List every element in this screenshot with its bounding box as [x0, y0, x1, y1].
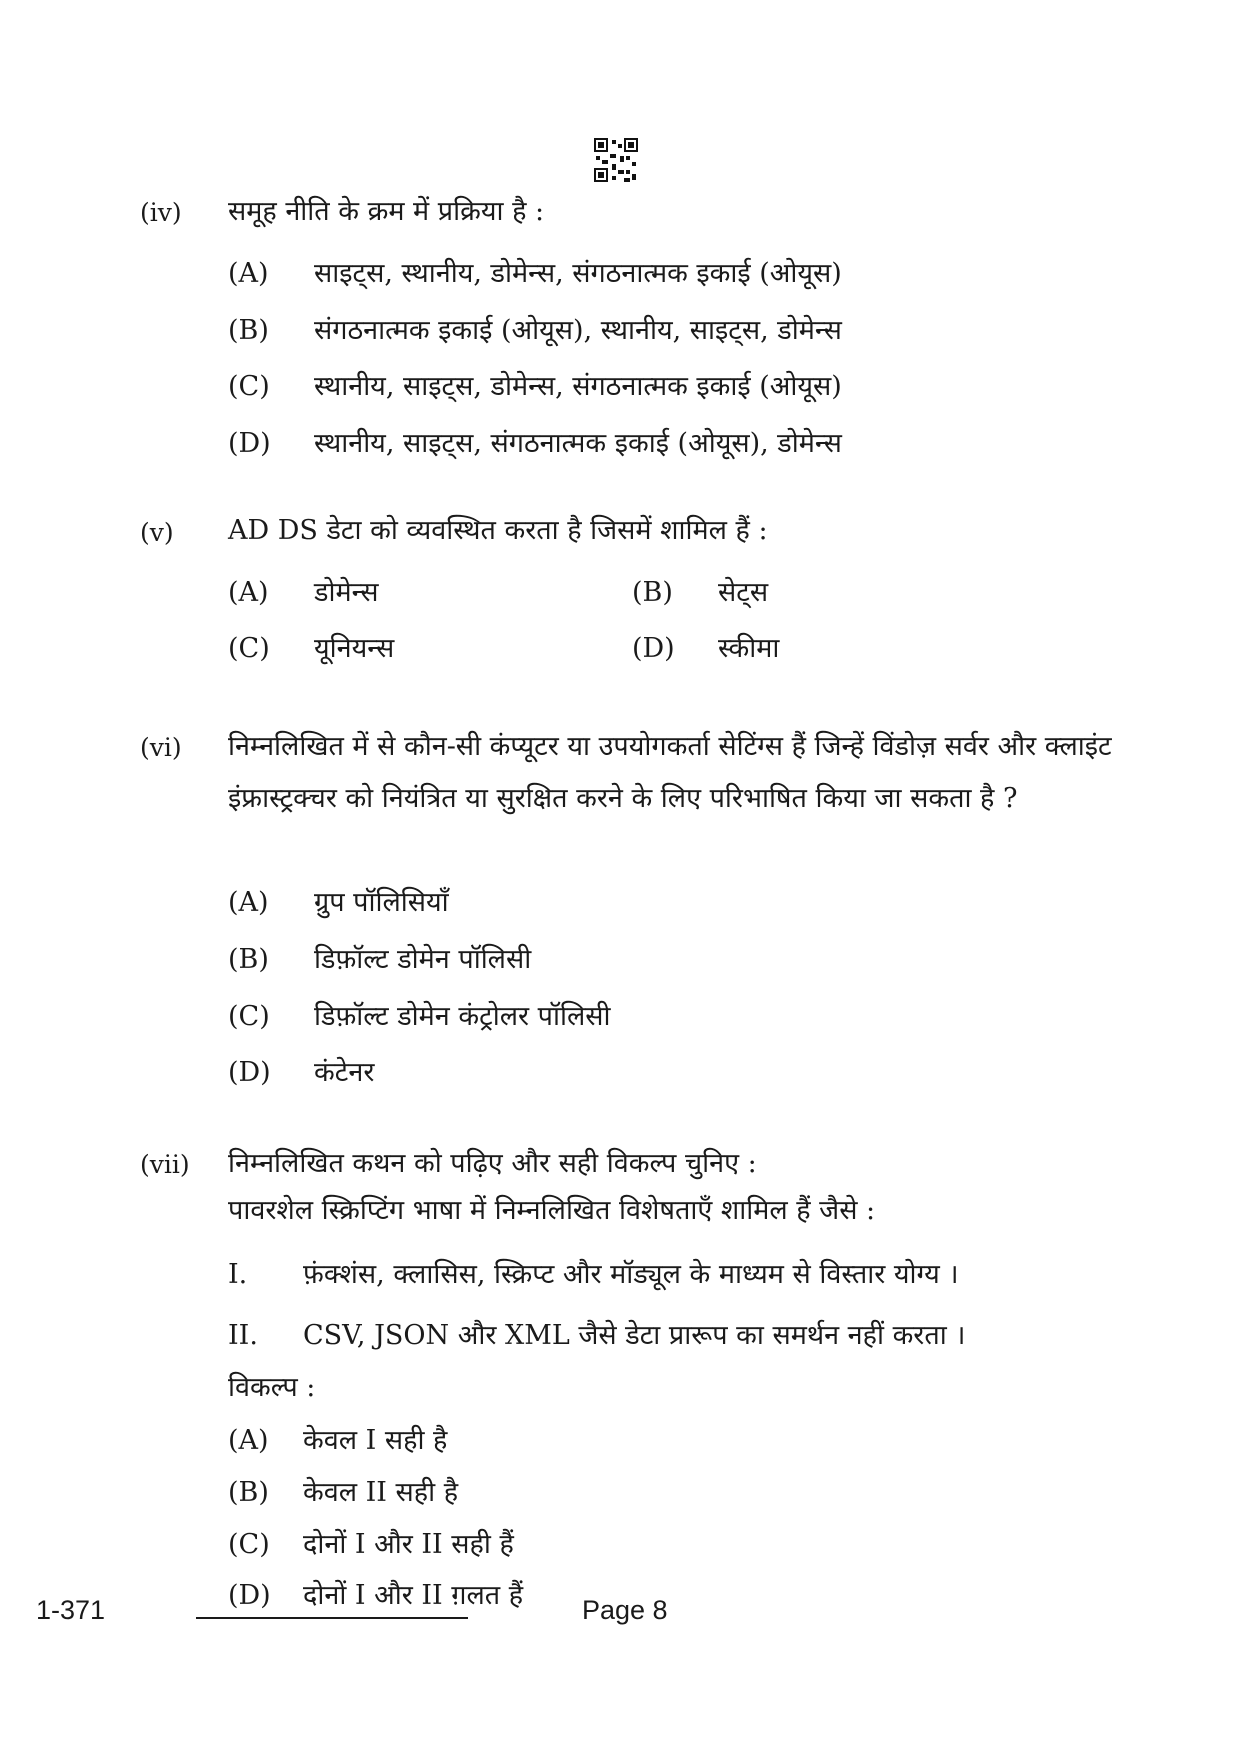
- option-c: (C) यूनियन्स: [228, 633, 395, 664]
- option-a: (A) साइट्स, स्थानीय, डोमेन्स, संगठनात्मक इकाई (ओयूस): [228, 258, 842, 289]
- option-b: (B) डिफ़ॉल्ट डोमेन पॉलिसी: [228, 944, 532, 975]
- question-text: निम्नलिखित कथन को पढ़िए और सही विकल्प चुनिए :: [228, 1148, 757, 1179]
- statement-1: I. फ़ंक्शंस, क्लासिस, स्क्रिप्ट और मॉड्यूल के माध्यम से विस्तार योग्य ।: [228, 1259, 959, 1290]
- option-b: (B) संगठनात्मक इकाई (ओयूस), स्थानीय, साइट्स, डोमेन्स: [228, 315, 842, 346]
- question-number: (vii): [140, 1150, 190, 1179]
- statement-2: II. CSV, JSON और XML जैसे डेटा प्रारूप का समर्थन नहीं करता ।: [228, 1320, 966, 1351]
- question-subtext: पावरशेल स्क्रिप्टिंग भाषा में निम्नलिखित विशेषताएँ शामिल हैं जैसे :: [228, 1195, 876, 1226]
- option-d: (D) कंटेनर: [228, 1057, 375, 1088]
- paper-code: 1-371: [36, 1595, 106, 1625]
- choices-label: विकल्प :: [228, 1372, 316, 1403]
- question-text: AD DS डेटा को व्यवस्थित करता है जिसमें शामिल हैं :: [228, 515, 768, 546]
- question-number: (v): [140, 518, 174, 547]
- option-c: (C) स्थानीय, साइट्स, डोमेन्स, संगठनात्मक इकाई (ओयूस): [228, 371, 842, 402]
- option-a: (A) ग्रुप पॉलिसियाँ: [228, 887, 449, 918]
- option-b: (B) केवल II सही है: [228, 1477, 459, 1508]
- option-d: (D) स्थानीय, साइट्स, संगठनात्मक इकाई (ओयूस), डोमेन्स: [228, 428, 842, 459]
- question-number: (vi): [140, 733, 182, 762]
- footer-divider: [196, 1617, 468, 1619]
- option-d: (D) स्कीमा: [632, 633, 780, 664]
- option-a: (A) केवल I सही है: [228, 1425, 448, 1456]
- qr-code-icon: [594, 138, 638, 182]
- question-text: समूह नीति के क्रम में प्रक्रिया है :: [228, 196, 545, 227]
- question-text: निम्नलिखित में से कौन-सी कंप्यूटर या उपयोगकर्ता सेटिंग्स हैं जिन्हें विंडोज़ सर्वर और क्लाइंट इंफ्रास्ट्रक्चर को नियंत्रित या सुरक्षित करने के लिए परिभाषित किया जा सकता है ?: [228, 731, 1112, 814]
- question-number: (iv): [140, 198, 182, 227]
- option-c: (C) डिफ़ॉल्ट डोमेन कंट्रोलर पॉलिसी: [228, 1001, 611, 1032]
- page-number: Page 8: [582, 1595, 668, 1625]
- option-b: (B) सेट्स: [632, 577, 769, 608]
- option-d: (D) दोनों I और II ग़लत हैं: [228, 1580, 524, 1611]
- option-a: (A) डोमेन्स: [228, 577, 379, 608]
- option-c: (C) दोनों I और II सही हैं: [228, 1529, 514, 1560]
